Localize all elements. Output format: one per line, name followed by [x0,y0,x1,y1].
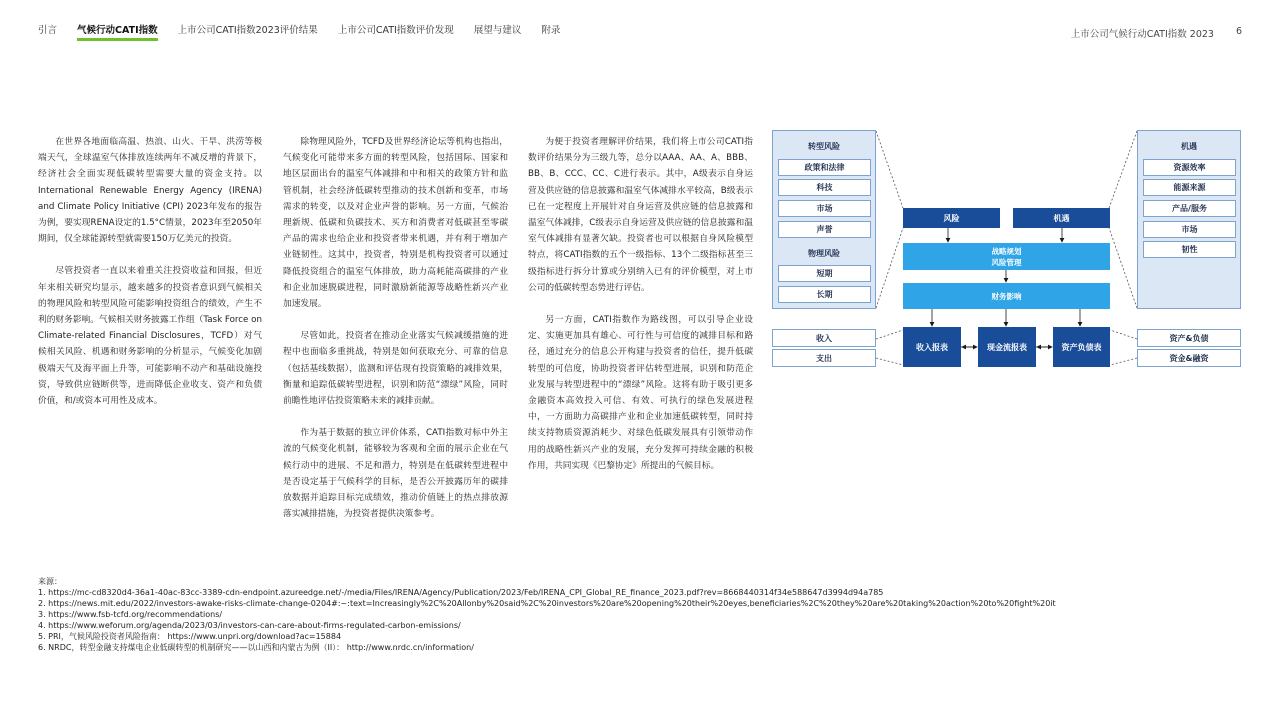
risk-item: 科技 [778,179,871,196]
paragraph: 除物理风险外，TCFD及世界经济论坛等机构也指出，气候变化可能带来多方面的转型风险，包括国际、国家和地区层面出台的温室气体减排和中和相关的政策方针和监管机制，社会经济低碳转型推动的技术创新和变革，市场需求的转变，以及对企业声誉的影响。另一方面，气候治理新规、低碳和负碳技术、买方和消费者对低碳甚至零碳产品的需求也给企业和投资者带来机遇，并有利于增加产业链韧性。这其中，投资者，特别是机构投资者可以通过降低投资组合的温室气体排放，助力高耗能高碳排的产业和企业加速脱碳进程，同时激励新能源等战略性新兴产业加速发展。 [283,137,508,310]
source-link[interactable]: 1. https://mc-cd8320d4-36a1-40ac-83cc-3389-cdn-endpoint.azureedge.net/-/media/Files/IRENA/Agency/Publication/2023/Feb/IRENA_CPI_Global_RE_finance_2023.pdf?rev=8668440314f34e588647d3994d94a785 [38,588,884,597]
expenditure-output: 支出 [772,349,876,367]
text-column-2 [283,134,508,538]
strategy-risk-management-box [903,243,1110,270]
paragraph: 尽管投资者一直以来着重关注投资收益和回报，但近年来相关研究均显示，越来越多的投资者意识到气候相关的物理风险和转型风险可能影响投资组合的绩效，产生不利的财务影响。气候相关财务披露工作组（Task Force on Climate-related Financial Disclosures，TCFD）对气候相关风险、机遇和财务影响的分析显示，气候变化加剧极端天气及海平面上升等，可能影响不动产和基础设施投资，导致供应链断供等，进而降低企业收支、资产和负债价值，和/或资本可用性及成本。 [38,266,262,407]
source-link[interactable]: 6. NRDC，转型金融支持煤电企业低碳转型的机制研究——以山西和内蒙古为例（II）： http://www.nrdc.cn/information/ [38,643,474,652]
page-header [1071,26,1242,40]
nav-item-cati-index[interactable]: 气候行动CATI指数 [77,22,158,41]
cash-flow-statement-box: 现金流报表 [978,327,1036,367]
paragraph: 另一方面，CATI指数作为路线图，可以引导企业设定、实施更加具有雄心、可行性与可信度的减排目标和路径，通过充分的信息公开构建与投资者的信任，提升低碳转型的可信度，协助投资者评估转型进展，识别和防范企业发展与转型进程中的“漂绿”风险。这将有助于吸引更多金融资本高效投入可信、有效、可执行的绿色发展进程中，一方面助力高碳排产业和企业加速低碳转型，同时持续支持物质资源消耗少、对绿色低碳发展具有引领带动作用的战略性新兴产业的发展，充分发挥可持续金融的积极作用，共同实现《巴黎协定》所提出的气候目标。 [528,315,753,471]
opportunity-item: 产品/服务 [1143,200,1236,217]
opportunity-panel [1137,130,1241,309]
risk-item: 政策和法律 [778,159,871,176]
paragraph: 为便于投资者理解评价结果，我们将上市公司CATI指数评价结果分为三级九等，总分以AAA、AA、A、BBB、BB、B、CCC、CC、C进行表示。其中，A级表示自身运营及供应链的信息披露和温室气体减排水平较高，B级表示已在一定程度上开展针对自身运营及供应链的信息披露和温室气体减排，C级表示自身运营及供应链的信息披露和温室气体减排有显著欠缺。投资者也可以根据自身风险模型特点，将CATI指数的五个一级指标、13个二级指标甚至三级指标进行拆分计算或分别纳入已有的评价模型，对上市公司的低碳转型态势进行评估。 [528,137,753,293]
nav-item-outlook[interactable]: 展望与建议 [473,25,522,36]
opportunity-item: 韧性 [1143,241,1236,258]
tcfd-diagram [772,130,1242,370]
risk-panel [772,130,876,309]
paragraph: 在世界各地面临高温、热浪、山火、干旱、洪涝等极端天气，全球温室气体排放连续两年不减反增的背景下，经济社会全面实现低碳转型需要大量的资金支持。以International Renewable Energy Agency (IRENA) and Climate Policy Initiative (CPI) 2023年发布的报告为例，要实现RENA设定的1.5°C情景，2023年至2050年期间，仅全球能源转型就需要150万亿美元的投资。 [38,137,262,245]
financial-impact-box: 财务影响 [903,283,1110,309]
source-link[interactable]: 4. https://www.weforum.org/agenda/2023/03/investors-can-care-about-firms-regulated-carbon-emissions/ [38,621,461,630]
physical-risk-title: 物理风险 [808,249,840,258]
text-column-3 [528,134,753,490]
balance-sheet-box: 资产负债表 [1053,327,1110,367]
page-number: 6 [1235,26,1242,37]
nav-item-results-2023[interactable]: 上市公司CATI指数2023评价结果 [177,25,318,36]
nav-item-intro[interactable]: 引言 [38,25,58,36]
assets-liabilities-output: 资产&负债 [1137,329,1241,347]
risk-item: 市场 [778,200,871,217]
text-column-1 [38,134,262,425]
transition-risk-title: 转型风险 [808,142,840,151]
nav-item-appendix[interactable]: 附录 [541,25,561,36]
sources-label: 来源： [38,577,62,586]
opportunity-box: 机遇 [1013,208,1110,228]
risk-item: 声誉 [778,221,871,238]
risk-item: 长期 [778,286,871,303]
opportunity-item: 能源来源 [1143,179,1236,196]
source-link[interactable]: 2. https://news.mit.edu/2022/investors-awake-risks-climate-change-0204#:~:text=Increasingly%2C%20Allonby%20said%2C%20investors%20are%20opening%20their%20eyes,beneficiaries%2C%20they%20are%20taking%20action%20to%20fight%20it [38,599,1056,608]
opportunity-item: 市场 [1143,221,1236,238]
risk-item: 短期 [778,265,871,282]
sources-section [38,576,1248,653]
source-link[interactable]: 3. https://www.fsb-tcfd.org/recommendations/ [38,610,223,619]
opportunity-item: 资源效率 [1143,159,1236,176]
risk-box: 风险 [903,208,1000,228]
income-statement-box: 收入报表 [903,327,961,367]
opportunity-title: 机遇 [1181,142,1197,151]
risk-management-label: 风险管理 [991,257,1022,267]
source-link[interactable]: 5. PRI，气候风险投资者风险指南： https://www.unpri.org/download?ac=15884 [38,632,342,641]
report-title: 上市公司气候行动CATI指数 2023 [1070,29,1214,40]
nav-item-findings[interactable]: 上市公司CATI指数评价发现 [337,25,454,36]
paragraph: 尽管如此，投资者在推动企业落实气候减缓措施的进程中也面临多重挑战，特别是如何获取充分、可靠的信息（包括基线数据），监测和评估现有投资策略的减排效果，衡量和追踪低碳转型进程，识别和防范“漂绿”风险，同时前瞻性地评估投资策略未来的减排贡献。 [283,331,508,407]
top-nav [38,22,580,41]
income-output: 收入 [772,329,876,347]
capital-financing-output: 资金&融资 [1137,349,1241,367]
paragraph: 作为基于数据的独立评价体系，CATI指数对标中外主流的气候变化机制，能够较为客观和全面的展示企业在气候行动中的进展、不足和潜力，特别是在低碳转型进程中是否设定基于气候科学的目标，是否公开披露历年的碳排放数据并追踪目标完成绩效，推动价值链上的热点排放源落实减排措施，为投资者提供决策参考。 [283,428,508,520]
strategy-label: 战略规划 [991,246,1022,256]
